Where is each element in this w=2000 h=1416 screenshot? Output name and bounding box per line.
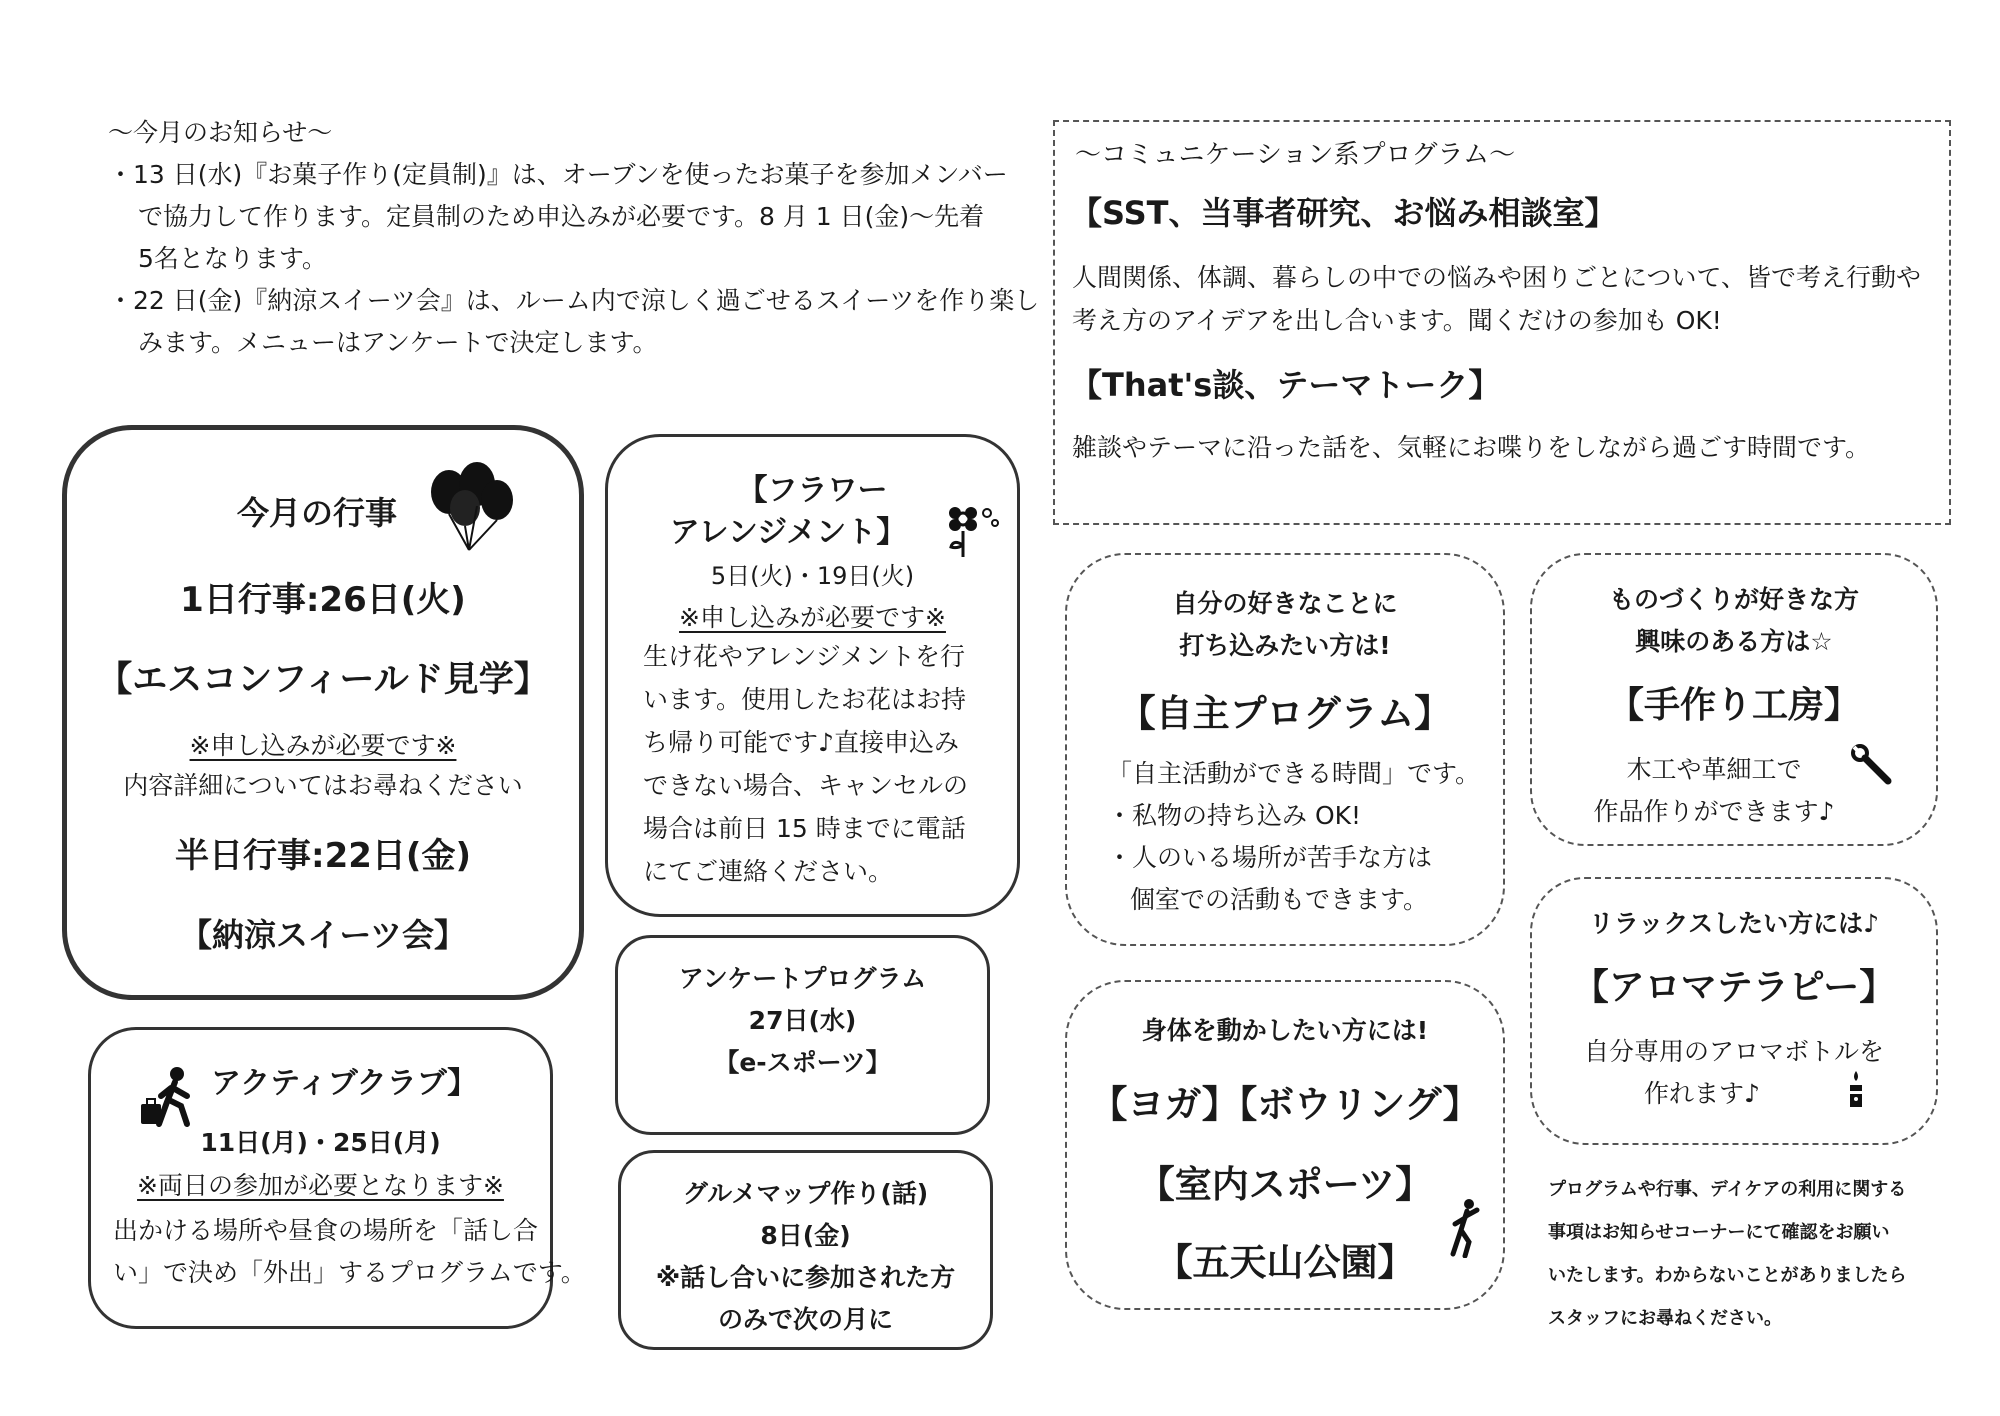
exercise-title-1: 【ヨガ】【ボウリング】	[1090, 1083, 1480, 1126]
survey-program-title: アンケートプログラム	[678, 964, 927, 993]
craft-desc-2: 作品作りができます♪	[1593, 797, 1835, 826]
footer-note-line-3: いたします。わからないことがありましたら	[1548, 1265, 1907, 1286]
monthly-notice	[108, 112, 1040, 364]
communication-heading: 〜コミュニケーション系プログラム〜	[1075, 140, 1516, 170]
exercise-title-2: 【室内スポーツ】	[1137, 1163, 1433, 1206]
communication-programs-box	[1053, 120, 1951, 525]
self-program-lead-1: 自分の好きなことに	[1172, 589, 1398, 618]
survey-program-date: 27日(水)	[748, 1006, 857, 1035]
flower-desc-line: 場合は前日 15 時までに電話	[643, 814, 966, 843]
active-club-desc-1: 出かける場所や昼食の場所を「話し合	[113, 1216, 539, 1245]
flower-icon	[943, 501, 1003, 561]
craft-title: 【手作り工房】	[1607, 685, 1860, 726]
self-program-card	[1065, 553, 1505, 946]
sst-desc-2: 考え方のアイデアを出し合います。聞くだけの参加も OK!	[1072, 306, 1722, 335]
survey-program-name: 【e-スポーツ】	[714, 1048, 891, 1077]
flower-dates: 5日(火)・19日(火)	[710, 562, 915, 590]
active-club-desc-2: い」で決め「外出」するプログラムです。	[113, 1258, 586, 1287]
footer-note-line-2: 事項はお知らせコーナーにて確認をお願い	[1548, 1222, 1890, 1243]
active-club-dates: 11日(月)・25日(月)	[200, 1128, 441, 1157]
active-club-title: アクティブクラブ】	[211, 1066, 478, 1101]
balloons-icon	[427, 460, 517, 560]
self-program-title: 【自主プログラム】	[1118, 692, 1452, 735]
flower-description	[643, 635, 968, 893]
stretching-person-icon	[1447, 1198, 1483, 1258]
footer-note-line-4: スタッフにお尋ねください。	[1548, 1308, 1782, 1329]
gourmet-map-note-1: ※話し合いに参加された方	[655, 1263, 956, 1292]
self-program-desc-1: 「自主活動ができる時間」です。	[1107, 759, 1481, 788]
self-program-lead-2: 打ち込みたい方は!	[1179, 631, 1391, 660]
ask-details-note: 内容詳細についてはお尋ねください	[123, 771, 523, 800]
aroma-therapy-card	[1530, 877, 1938, 1145]
footer-note-line-1: プログラムや行事、デイケアの利用に関する	[1548, 1179, 1907, 1200]
apply-required-note: ※申し込みが必要です※	[189, 731, 457, 760]
notice-item-2-line-2: みます。メニューはアンケートで決定します。	[138, 328, 658, 357]
flower-desc-line: にてご連絡ください。	[643, 857, 894, 886]
sst-desc-1: 人間関係、体調、暮らしの中での悩みや困りごとについて、皆で考え行動や	[1072, 263, 1922, 292]
craft-desc-1: 木工や革細工で	[1626, 755, 1802, 784]
full-day-event-date: 1日行事:26日(火)	[180, 580, 466, 620]
notice-item-1-line-3: 5名となります。	[138, 244, 327, 273]
gourmet-map-card	[618, 1150, 993, 1350]
self-program-desc-3: ・人のいる場所が苦手な方は	[1107, 843, 1433, 872]
self-program-desc-2: ・私物の持ち込み OK!	[1107, 801, 1362, 830]
talk-desc: 雑談やテーマに沿った話を、気軽にお喋りをしながら過ごす時間です。	[1072, 433, 1871, 462]
aroma-lead: リラックスしたい方には♪	[1588, 909, 1880, 938]
craft-workshop-card	[1530, 553, 1938, 846]
flower-desc-line: 生け花やアレンジメントを行	[643, 642, 966, 671]
flower-title-2: アレンジメント】	[669, 515, 907, 550]
gourmet-map-title: グルメマップ作り(話)	[682, 1179, 929, 1208]
events-card	[62, 425, 584, 1000]
flower-title-1: 【フラワー	[737, 473, 888, 508]
notice-item-1-line-1: ・13 日(水)『お菓子作り(定員制)』は、オーブンを使ったお菓子を参加メンバー	[108, 160, 1008, 189]
full-day-event-name: 【エスコンフィールド見学】	[97, 660, 549, 700]
craft-lead-2: 興味のある方は☆	[1635, 627, 1833, 656]
aroma-desc-2: 作れます♪	[1644, 1079, 1760, 1108]
survey-program-card	[615, 935, 990, 1135]
flower-note: ※申し込みが必要です※	[679, 603, 946, 632]
sst-title: 【SST、当事者研究、お悩み相談室】	[1070, 194, 1617, 232]
gourmet-map-note-2: のみで次の月に	[717, 1305, 893, 1334]
events-title: 今月の行事	[237, 494, 398, 532]
flower-desc-line: できない場合、キャンセルの	[643, 771, 969, 800]
notice-item-2-line-1: ・22 日(金)『納涼スイーツ会』は、ルーム内で涼しく過ごせるスイーツを作り楽し	[108, 286, 1040, 315]
active-club-note: ※両日の参加が必要となります※	[137, 1171, 504, 1200]
flower-card	[605, 434, 1020, 917]
craft-lead-1: ものづくりが好きな方	[1608, 585, 1859, 614]
traveler-luggage-icon	[139, 1066, 199, 1128]
exercise-lead: 身体を動かしたい方には!	[1141, 1016, 1429, 1045]
aroma-desc-1: 自分専用のアロマボトルを	[1583, 1037, 1884, 1066]
flower-desc-line: います。使用したお花はお持	[643, 685, 967, 714]
gourmet-map-date: 8日(金)	[760, 1221, 851, 1250]
half-day-event-name: 【納涼スイーツ会】	[179, 916, 467, 954]
self-program-desc-4: 個室での活動もできます。	[1130, 885, 1429, 914]
talk-title: 【That's談、テーマトーク】	[1070, 366, 1501, 404]
notice-heading: 〜今月のお知らせ〜	[108, 118, 333, 147]
aroma-title: 【アロマテラピー】	[1572, 967, 1896, 1008]
half-day-event-date: 半日行事:22日(金)	[175, 836, 471, 876]
notice-item-1-line-2: で協力して作ります。定員制のため申込みが必要です。8 月 1 日(金)〜先着	[138, 202, 985, 231]
active-club-card	[88, 1027, 586, 1329]
flower-desc-line: ち帰り可能です♪直接申込み	[643, 728, 959, 757]
wrench-icon	[1850, 743, 1894, 787]
candle-icon	[1844, 1069, 1868, 1109]
exercise-title-3: 【五天山公園】	[1155, 1241, 1415, 1284]
exercise-programs-card	[1065, 980, 1505, 1310]
footer-note	[1548, 1168, 1968, 1340]
